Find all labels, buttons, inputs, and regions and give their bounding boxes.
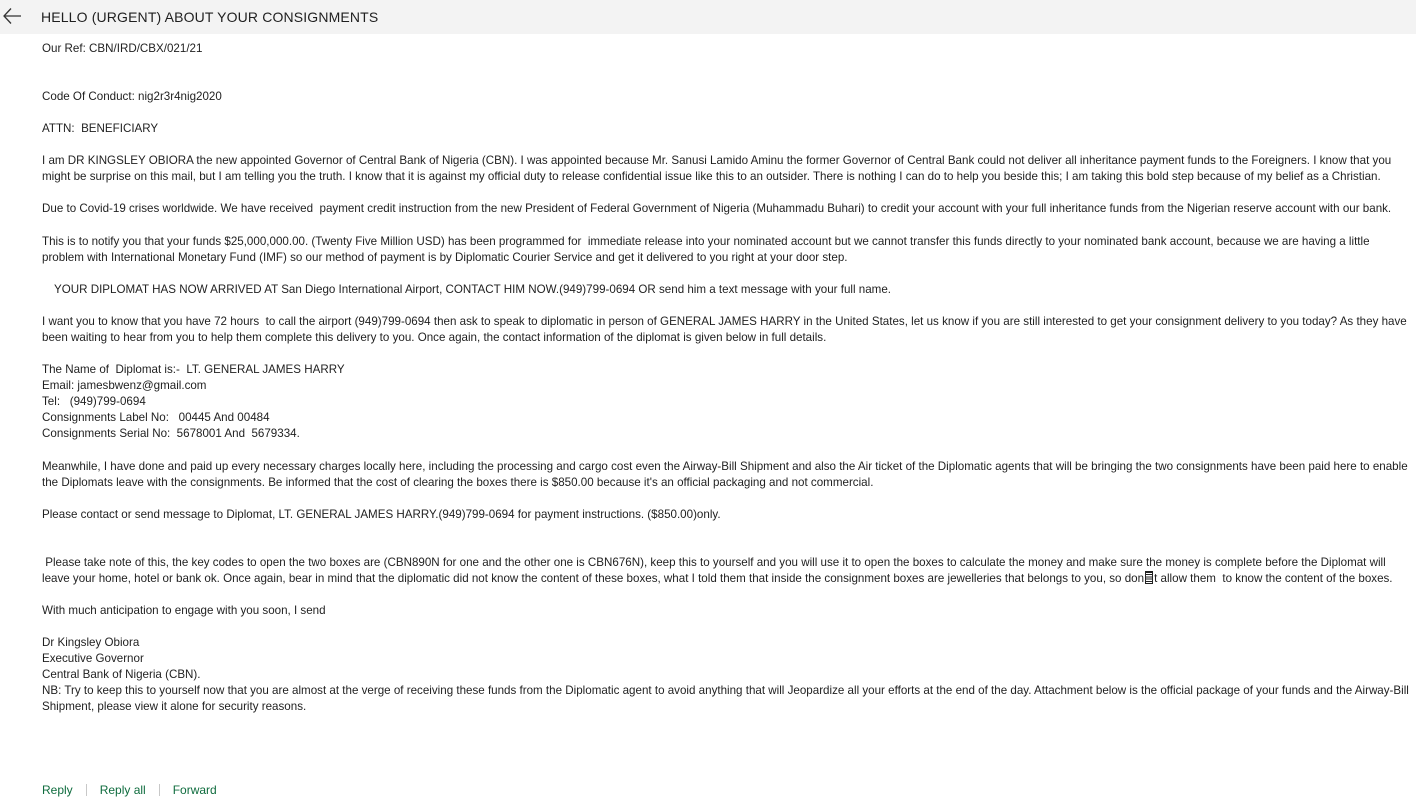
paragraph-payment-instructions: Please contact or send message to Diplomat, LT. GENERAL JAMES HARRY.(949)799-0694 for payment instructions. ($850.00)only. [42,507,721,521]
key-codes-text-a: Please take note of this, the key codes to open the two boxes are (CBN890N for one and the other one is CBN676N), keep this to yourself and you will use it to open the boxes to calculate the money and make sure the money is complete before the Diplomat will leave your home, hotel or bank ok. Once again, bear in mind that the diplomatic did not know the content of these boxes, what I told them that inside the consignment boxes are jewelleries that belongs to you, so don [42,555,1389,585]
email-subject: HELLO (URGENT) ABOUT YOUR CONSIGNMENTS [41,9,379,25]
code-of-conduct-line: Code Of Conduct: nig2r3r4nig2020 [42,90,222,104]
reply-all-button[interactable]: Reply all [99,783,146,797]
diplomat-name-line: The Name of Diplomat is:- LT. GENERAL JAMES HARRY [42,363,345,377]
arrow-left-icon [2,5,24,27]
paragraph-closing: With much anticipation to engage with you soon, I send [42,603,326,617]
diplomat-email-line: Email: jamesbwenz@gmail.com [42,379,207,393]
consignment-label-line: Consignments Label No: 00445 And 00484 [42,411,270,425]
paragraph-call-airport: I want you to know that you have 72 hours to call the airport (949)799-0694 then ask to speak to diplomatic in person of GENERAL JAMES HARRY in the United States, let us know if you are still interested to get your consignment delivery to you today? As they have been waiting to hear from you to help them complete this delivery to you. Once again, the contact information of the diplomat is given below in full details. [42,314,1410,344]
message-header [0,0,1416,34]
paragraph-funds: This is to notify you that your funds $25,000,000.00. (Twenty Five Million USD) has been programmed for immediate release into your nominated account but we cannot transfer this funds directly to your nominated bank account, because we are having a little problem with International Monetary Fund (IMF) so our method of payment is by Diplomatic Courier Service and get it delivered to you right at your door step. [42,234,1373,264]
diplomat-tel-line: Tel: (949)799-0694 [42,395,146,409]
reply-button[interactable]: Reply [42,783,73,797]
message-actions [42,783,217,797]
consignment-serial-line: Consignments Serial No: 5678001 And 5679334. [42,427,300,441]
paragraph-diplomat-arrived: YOUR DIPLOMAT HAS NOW ARRIVED AT San Diego International Airport, CONTACT HIM NOW.(949)799-0694 OR send him a text message with your full name. [54,282,891,296]
action-divider [159,784,160,796]
paragraph-nb: NB: Try to keep this to yourself now that you are almost at the verge of receiving these funds from the Diplomatic agent to avoid anything that will Jeopardize all your efforts at the end of the day. Attachment below is the official package of your funds and the Airway-Bill Shipment, please view it alone for security reasons. [42,684,1413,714]
paragraph-introduction: I am DR KINGSLEY OBIORA the new appointed Governor of Central Bank of Nigeria (CBN). I was appointed because Mr. Sanusi Lamido Aminu the former Governor of Central Bank could not deliver all inheritance payment funds to the Foreigners. I know that you might be surprise on this mail, but I am telling you the truth. I know that it is against my official duty to release confidential issue like this to an outsider. There is nothing I can do to help you beside this; I am taking this bold step because of my belief as a Christian. [42,154,1395,184]
attention-line: ATTN: BENEFICIARY [42,122,159,136]
paragraph-key-codes [42,555,1414,587]
signature-name: Dr Kingsley Obiora [42,636,140,650]
back-button[interactable] [2,5,24,27]
reference-line: Our Ref: CBN/IRD/CBX/021/21 [42,42,203,55]
signature-title: Executive Governor [42,652,144,666]
key-codes-text-b: t allow them to know the content of the boxes. [1154,571,1393,585]
paragraph-covid: Due to Covid-19 crises worldwide. We have received payment credit instruction from the new President of Federal Government of Nigeria (Muhammadu Buhari) to credit your account with your full inheritance funds from the Nigerian reserve account with our bank. [42,202,1392,216]
email-body [42,41,1414,716]
forward-button[interactable]: Forward [172,783,217,797]
unknown-character-icon [1145,571,1153,584]
signature-organization: Central Bank of Nigeria (CBN). [42,668,201,682]
action-divider [86,784,87,796]
paragraph-charges: Meanwhile, I have done and paid up every necessary charges locally here, including the processing and cargo cost even the Airway-Bill Shipment and also the Air ticket of the Diplomatic agents that will be bringing the two consignments have been paid here to enable the Diplomats leave with the consignments. Be informed that the cost of clearing the boxes there is $850.00 because it's an official packaging and not commercial. [42,459,1411,489]
